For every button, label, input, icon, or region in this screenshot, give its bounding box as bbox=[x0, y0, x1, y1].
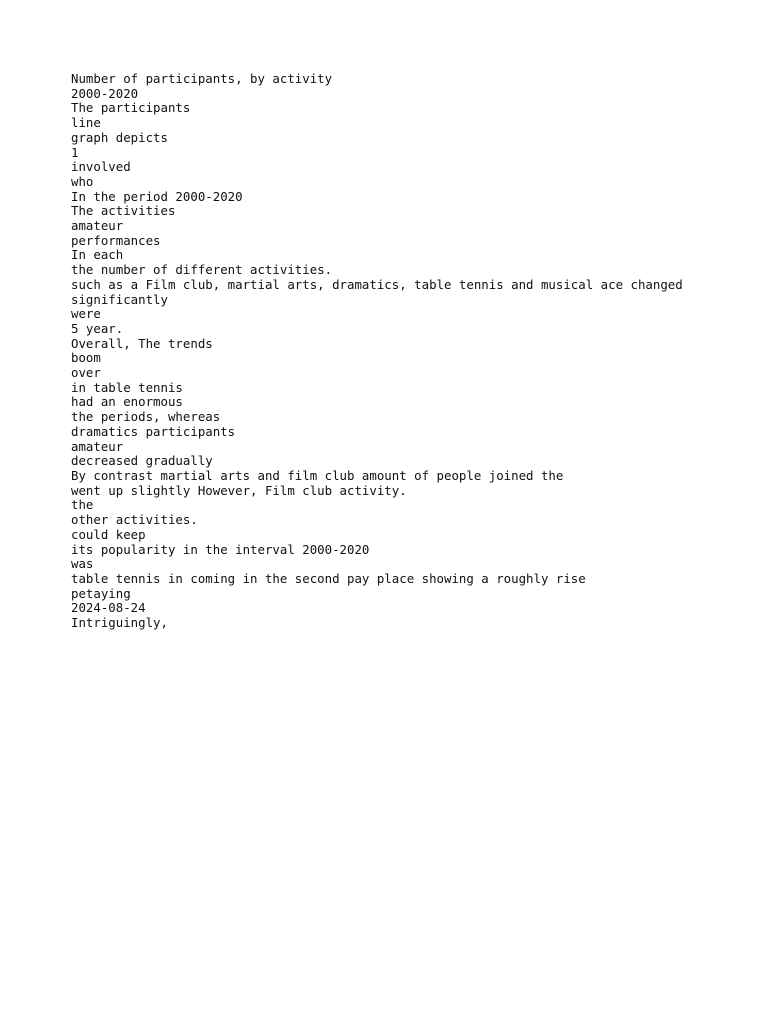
text-line: petaying bbox=[71, 585, 131, 601]
text-line: over bbox=[71, 365, 101, 381]
text-line: 5 year. bbox=[71, 320, 124, 336]
text-line: Overall, The trends bbox=[71, 335, 213, 351]
text-line: 2024-08-24 bbox=[71, 600, 146, 616]
text-line: such as a Film club, martial arts, dramatics, table tennis and musical ace changed bbox=[71, 276, 683, 292]
text-line: performances bbox=[71, 232, 161, 248]
text-line: involved bbox=[71, 159, 131, 175]
text-line: its popularity in the interval 2000-2020 bbox=[71, 541, 370, 557]
text-line: the bbox=[71, 497, 94, 513]
text-line: graph depicts bbox=[71, 129, 168, 145]
text-line: the periods, whereas bbox=[71, 409, 221, 425]
text-line: By contrast martial arts and film club amount of people joined the bbox=[71, 467, 564, 483]
text-line: was bbox=[71, 556, 94, 572]
text-line: were bbox=[71, 306, 101, 322]
text-line: could keep bbox=[71, 526, 146, 542]
text-line: Number of participants, by activity bbox=[71, 71, 333, 86]
text-line: who bbox=[71, 173, 94, 189]
text-line: the number of different activities. bbox=[71, 262, 333, 278]
text-line: other activities. bbox=[71, 512, 198, 528]
text-line: boom bbox=[71, 350, 101, 366]
text-line: In the period 2000-2020 bbox=[71, 188, 243, 204]
text-line: Intriguingly, bbox=[71, 615, 168, 631]
text-line: had an enormous bbox=[71, 394, 183, 410]
text-line: dramatics participants bbox=[71, 423, 236, 439]
text-line: table tennis in coming in the second pay place showing a roughly rise bbox=[71, 570, 586, 586]
text-line: In each bbox=[71, 247, 124, 263]
text-line: The participants bbox=[71, 100, 191, 116]
text-line: The activities bbox=[71, 203, 176, 219]
text-line: 1 bbox=[71, 144, 79, 160]
text-line: 2000-2020 bbox=[71, 85, 139, 101]
text-line: amateur bbox=[71, 218, 124, 234]
text-line: went up slightly However, Film club activity. bbox=[71, 482, 407, 498]
text-line: line bbox=[71, 115, 101, 131]
text-line: significantly bbox=[71, 291, 168, 307]
text-line: amateur bbox=[71, 438, 124, 454]
text-line: in table tennis bbox=[71, 379, 183, 395]
document-body bbox=[71, 72, 768, 631]
text-line: decreased gradually bbox=[71, 453, 213, 469]
